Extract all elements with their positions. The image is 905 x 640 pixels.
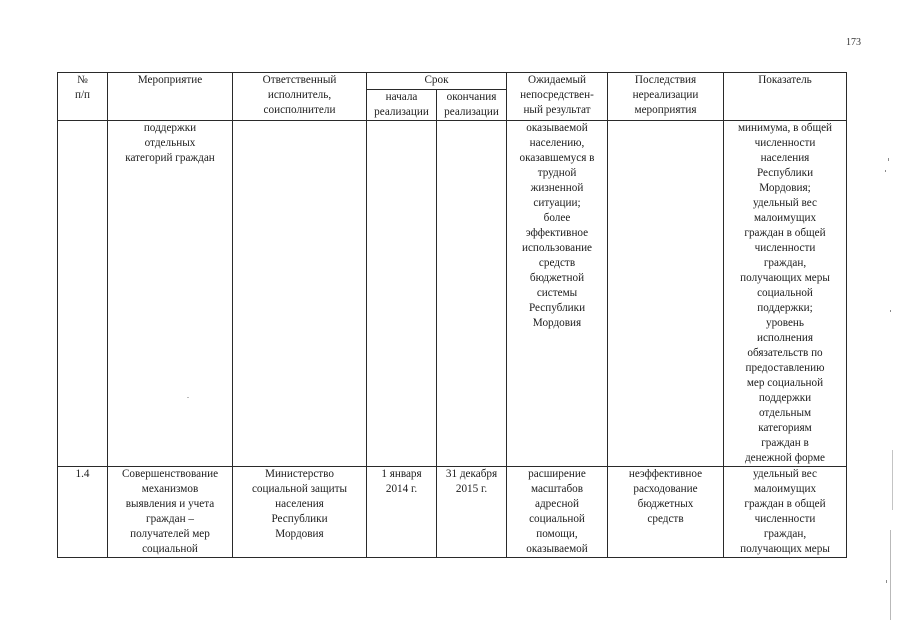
text-line: жизненной [530, 182, 584, 194]
program-table [57, 72, 847, 558]
cell-executor [233, 121, 367, 467]
text-line: расширение [528, 468, 586, 480]
text-line: численности [754, 137, 816, 149]
text-line: Мордовия; [759, 182, 811, 194]
text-line: Последствия [634, 74, 697, 86]
header-row-1 [58, 73, 847, 90]
text-line: мер социальной [746, 377, 824, 389]
text-line: эффективное [525, 227, 589, 239]
cell-no [58, 467, 108, 558]
cell-start [367, 121, 437, 467]
cell-event [108, 467, 233, 558]
text-line: трудной [537, 167, 577, 179]
cell-result [507, 121, 608, 467]
cell-consequences [608, 467, 724, 558]
text-line: более [543, 212, 571, 224]
text-line: исполнитель, [267, 89, 332, 101]
text-line: средств [538, 257, 576, 269]
text-line: Мордовия [532, 317, 582, 329]
text-line: Республики [756, 167, 814, 179]
text-line: поддержки; [757, 302, 813, 314]
text-line: оказываемой [526, 543, 588, 555]
text-line: получателей мер [130, 528, 210, 540]
text-line: граждан, [763, 257, 807, 269]
header-executor [233, 73, 367, 121]
text-line: малоимущих [753, 212, 817, 224]
text-line: граждан в [761, 437, 809, 449]
text-line: обязательств по [747, 347, 823, 359]
text-line: предоставлению [745, 362, 825, 374]
text-line: 2015 г. [455, 483, 488, 495]
text-line: получающих меры [740, 272, 830, 284]
text-line: удельный вес [753, 468, 817, 480]
text-line: бюджетной [529, 272, 585, 284]
text-line: населения [760, 152, 810, 164]
text-line: № [77, 74, 88, 86]
header-no [58, 73, 108, 121]
text-line: реализации [444, 106, 499, 118]
text-line: граждан в общей [744, 498, 826, 510]
text-line: малоимущих [753, 483, 817, 495]
text-line: механизмов [141, 483, 199, 495]
table-row [58, 467, 847, 558]
text-line: 1 января [381, 468, 422, 480]
cell-indicator [724, 467, 847, 558]
scan-dot [187, 397, 189, 398]
text-line: 2014 г. [385, 483, 418, 495]
header-result [507, 73, 608, 121]
header-indicator: Показатель [724, 73, 847, 121]
text-line: 1.4 [75, 468, 90, 480]
text-line: Министерство [265, 468, 334, 480]
text-line: окончания [446, 91, 497, 103]
text-line: адресной [534, 498, 580, 510]
header-term-start [367, 90, 437, 121]
text-line: численности [754, 242, 816, 254]
text-line: социальной защиты [251, 483, 348, 495]
text-line: оказавшемуся в [519, 152, 595, 164]
text-line: граждан в общей [744, 227, 826, 239]
text-line: минимума, в общей [737, 122, 833, 134]
text-line: социальной [757, 287, 813, 299]
text-line: помощи, [536, 528, 578, 540]
text-line: ситуации; [533, 197, 581, 209]
cell-result [507, 467, 608, 558]
text-line: исполнения [756, 332, 814, 344]
text-line: социальной [142, 543, 198, 555]
text-line: уровень [765, 317, 805, 329]
header-event: Мероприятие [108, 73, 233, 121]
text-line: нереализации [632, 89, 699, 101]
text-line: п/п [74, 89, 91, 101]
text-line: бюджетных [637, 498, 694, 510]
text-line: мероприятия [634, 104, 697, 116]
text-line: масштабов [530, 483, 584, 495]
text-line: Мордовия [275, 528, 324, 540]
text-line: поддержки [758, 392, 812, 404]
text-line: категориям [758, 422, 812, 434]
cell-indicator [724, 121, 847, 467]
text-line: населения [275, 498, 324, 510]
text-line: использование [521, 242, 593, 254]
text-line: Ответственный [262, 74, 337, 86]
cell-end [437, 121, 507, 467]
text-line: соисполнители [263, 104, 336, 116]
header-consequences [608, 73, 724, 121]
cell-executor [233, 467, 367, 558]
text-line: непосредствен- [520, 89, 594, 101]
text-line: Республики [528, 302, 586, 314]
text-line: начала [385, 91, 418, 103]
cell-event [108, 121, 233, 467]
text-line: выявления и учета [125, 498, 215, 510]
text-line: социальной [529, 513, 585, 525]
text-line: системы [536, 287, 578, 299]
text-line: 31 декабря [445, 468, 498, 480]
text-line: оказываемой [526, 122, 588, 134]
text-line: удельный вес [753, 197, 817, 209]
cell-no [58, 121, 108, 467]
cell-end [437, 467, 507, 558]
text-line: Совершенствование [121, 468, 219, 480]
header-term-end [437, 90, 507, 121]
text-line: получающих меры [740, 543, 830, 555]
text-line: граждан – [146, 513, 194, 525]
text-line: отдельных [144, 137, 196, 149]
text-line: ный результат [523, 104, 591, 116]
text-line: расходование [633, 483, 698, 495]
text-line: населению, [529, 137, 585, 149]
text-line: Ожидаемый [527, 74, 586, 86]
page-number: 173 [846, 37, 861, 48]
text-line: категорий граждан [125, 152, 215, 164]
text-line: реализации [374, 106, 429, 118]
table-row [58, 121, 847, 467]
text-line: неэффективное [628, 468, 703, 480]
header-term: Срок [367, 73, 507, 90]
text-line: отдельным [758, 407, 812, 419]
text-line: денежной форме [744, 452, 826, 464]
text-line: граждан, [763, 528, 807, 540]
cell-consequences [608, 121, 724, 467]
text-line: Республики [271, 513, 328, 525]
text-line: численности [754, 513, 816, 525]
text-line: поддержки [143, 122, 197, 134]
cell-start [367, 467, 437, 558]
text-line: средств [647, 513, 684, 525]
scan-edge-marks [872, 150, 894, 630]
